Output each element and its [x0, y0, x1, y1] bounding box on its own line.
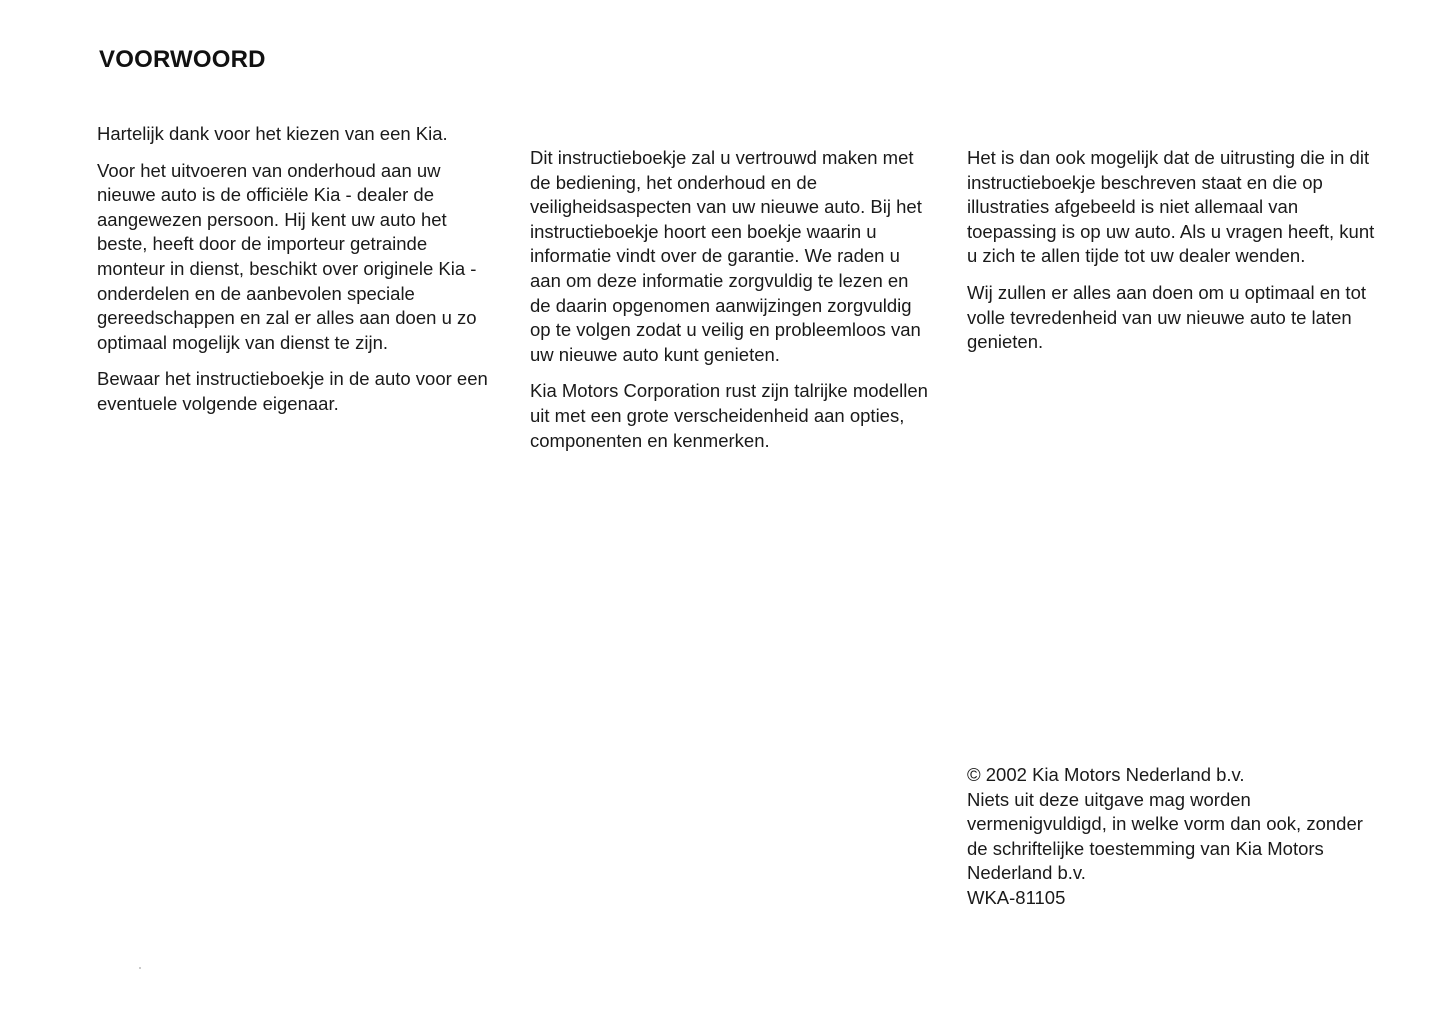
- text-column-3: [967, 146, 1377, 367]
- paragraph: Kia Motors Corporation rust zijn talrijke modellen uit met een grote verscheidenheid aan opties, componenten en kenmerken.: [530, 380, 928, 451]
- copyright-line: © 2002 Kia Motors Nederland b.v.: [967, 764, 1245, 785]
- page-title: VOORWOORD: [99, 46, 266, 73]
- copyright-rights: Niets uit deze uitgave mag worden vermenigvuldigd, in welke vorm dan ook, zonder de schriftelijke toestemming van Kia Motors Nederland b.v.: [967, 788, 1363, 884]
- paragraph: Bewaar het instructieboekje in de auto voor een eventuele volgende eigenaar.: [97, 368, 488, 414]
- paragraph: Voor het uitvoeren van onderhoud aan uw nieuwe auto is de officiële Kia - dealer de aangewezen persoon. Hij kent uw auto het beste, heeft door de importeur getrainde monteur in dienst, beschikt over originele Kia - onderdelen en de aanbevolen speciale gereedschappen en zal er alles aan doen u zo optimaal mogelijk van dienst te zijn.: [97, 159, 477, 353]
- copyright-notice: [967, 763, 1387, 911]
- document-code: WKA-81105: [967, 886, 1066, 908]
- paragraph: Wij zullen er alles aan doen om u optimaal en tot volle tevredenheid van uw nieuwe auto te laten genieten.: [967, 281, 1366, 353]
- paragraph: Dit instructieboekje zal u vertrouwd maken met de bediening, het onderhoud en de veiligheidsaspecten van uw nieuwe auto. Bij het instructieboekje hoort een boekje waarin u informatie vindt over de garantie. We raden u aan om deze informatie zorgvuldig te lezen en de daarin opgenomen aanwijzingen zorgvuldig op te volgen zodat u veilig en probleemloos van uw nieuwe auto kunt genieten.: [530, 147, 922, 365]
- page-mark: [139, 967, 141, 969]
- text-column-1: [97, 122, 497, 429]
- paragraph: Het is dan ook mogelijk dat de uitrusting die in dit instructieboekje beschreven staat en die op illustraties afgebeeld is niet allemaal van toepassing is op uw auto. Als u vragen heeft, kunt u zich te allen tijde tot uw dealer wenden.: [967, 147, 1375, 267]
- paragraph: Hartelijk dank voor het kiezen van een Kia.: [97, 123, 448, 144]
- text-column-2: [530, 146, 930, 465]
